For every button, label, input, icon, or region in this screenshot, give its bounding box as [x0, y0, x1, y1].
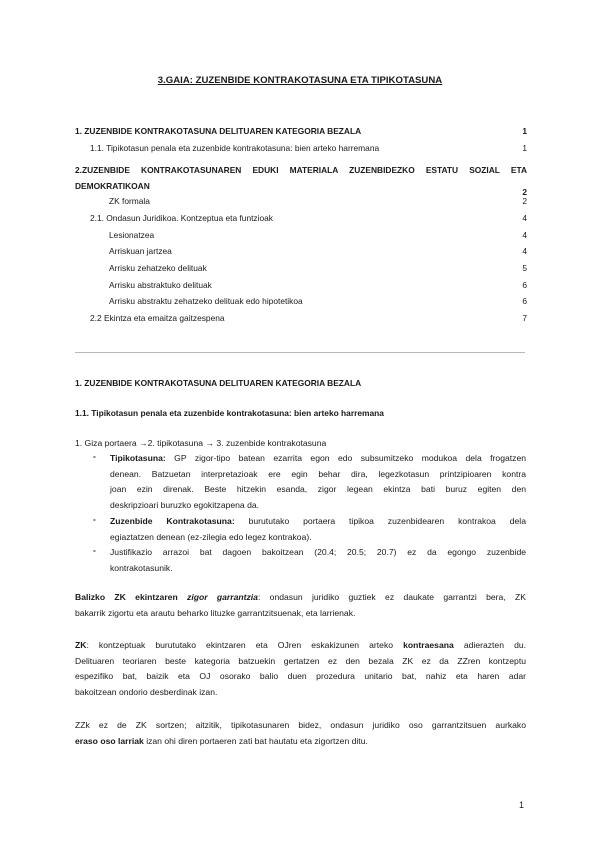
bullet-text: denean. Batzuetan interpretazioak ere egin behar dira, legezkotasun printzipioaren kontra [110, 468, 526, 479]
toc-entry-text: Arrisku zehatzeko delituak [109, 263, 207, 273]
bullet-text: Justifikazio arrazoi bat dagoen bakoitzean (20.4; 20.5; 20.7) ez da egongo zuzenbide [110, 547, 526, 557]
paragraph-text: : kontzeptuak burututako ekintzaren eta OJren eskakizunen arteko [86, 640, 394, 650]
bullet-dash: - [93, 451, 96, 461]
paragraph-zz [75, 718, 526, 749]
bullet-zuzenbide-kontrakotasuna [110, 514, 526, 545]
page-number: 1 [518, 800, 524, 810]
toc-entry-text: Arriskuan jartzea [109, 246, 172, 256]
bullet-dash: - [93, 514, 96, 524]
bullet-text: burututako portaera tipikoa zuzenbidearen kontrakoa dela [248, 516, 526, 526]
paragraph-emphasis: eraso oso larriak [75, 735, 144, 746]
paragraph-lead: ZK [75, 640, 87, 650]
toc-page-number: 1 [522, 143, 527, 153]
toc-entry-text: DEMOKRATIKOAN [75, 181, 150, 191]
bullet-term: Tipikotasuna: [110, 453, 166, 463]
paragraph-text: : ondasun juridiko guztiek ez daukate garrantzi bera, ZK [257, 592, 526, 602]
toc-page-number: 6 [522, 296, 527, 306]
section-heading: 1. ZUZENBIDE KONTRAKOTASUNA DELITUAREN KATEGORIA BEZALA [75, 378, 362, 388]
paragraph-text: Delituaren teoriaren beste kategoria batzuekin gertatzen ez den bezala ZK ez da ZZren kontzeptu [75, 655, 526, 666]
bullet-dash: - [93, 545, 96, 555]
bullet-text: GP zigor-tipo batean ezarrita egon edo subsumitzeko modukoa dela frogatzen [174, 453, 526, 463]
paragraph-zk [75, 638, 526, 700]
paragraph-lead-italic: zigor garrantzia [187, 592, 258, 602]
toc-page-number: 6 [522, 280, 527, 290]
toc-entry-text: Arrisku abstraktu zehatzeko delituak edo hipotetikoa [109, 296, 303, 306]
document-title: 3.GAIA: ZUZENBIDE KONTRAKOTASUNA ETA TIPIKOTASUNA [157, 75, 443, 86]
toc-page-number: 7 [522, 313, 527, 323]
toc-page-number: 5 [522, 263, 527, 273]
paragraph-lead: Balizko ZK ekintzaren [75, 592, 178, 602]
toc-entry-text: 1.1. Tipikotasun penala eta zuzenbide kontrakotasuna: bien arteko harremana [90, 143, 380, 153]
sequence-line: 1. Giza portaera →2. tipikotasuna → 3. zuzenbide kontrakotasuna [75, 438, 327, 448]
toc-entry-text: ZK formala [109, 196, 150, 206]
section-divider [75, 352, 525, 353]
bullet-tipikotasuna [110, 451, 526, 513]
paragraph-text: espezifiko bat, baizik eta OJ osorako balio duen prozedura unitario bat, nahiz eta haren adar [75, 671, 526, 682]
paragraph-text: ZZk ez de ZK sortzen; aitzitik, tipikotasunaren bidez, ondasun juridiko oso garrantzitsuen aurkako [75, 720, 526, 730]
toc-page-number: 1 [522, 126, 527, 136]
paragraph-zigor-garrantzia [75, 590, 526, 621]
subsection-heading: 1.1. Tipikotasun penala eta zuzenbide kontrakotasuna: bien arteko harremana [75, 408, 384, 418]
paragraph-text: izan ohi diren portaeren zati bat hautatu eta zigortzen ditu. [146, 735, 368, 746]
toc-page-number: 4 [522, 246, 527, 256]
bullet-text: joan ezin direnak. Beste hitzekin esanda, zigor legean ekintza bati buruz egiten den [110, 484, 526, 495]
toc-page-number: 4 [522, 230, 527, 240]
toc-page-number: 4 [522, 213, 527, 223]
paragraph-text: bakoitzean ondorio desberdinak izan. [75, 686, 218, 697]
toc-page-number: 2 [522, 196, 527, 206]
bullet-text: kontrakotasunik. [110, 562, 173, 573]
toc-page-number: 2 [522, 187, 527, 197]
toc-entry-text: Lesionatzea [109, 230, 155, 240]
bullet-text: egiaztatzen denean (ez-zilegia edo legez kontrakoa). [110, 531, 312, 542]
bullet-term: Zuzenbide Kontrakotasuna: [110, 516, 235, 526]
toc-entry-text: 2.2 Ekintza eta emaitza gaitzespena [90, 313, 225, 323]
bullet-text: deskripzioari buruzko egokitzapena da. [110, 499, 260, 510]
toc-entry-text: Arrisku abstraktuko delituak [109, 280, 212, 290]
bullet-justifikazio [110, 545, 526, 576]
toc-entry-text: 1. ZUZENBIDE KONTRAKOTASUNA DELITUAREN KATEGORIA BEZALA [75, 126, 362, 136]
paragraph-emphasis: kontraesana [403, 640, 454, 650]
paragraph-text: bakarrik zigortu eta arautu beharko lituzke garrantzitsuenak, eta larrienak. [75, 607, 356, 618]
paragraph-text: adierazten du. [463, 640, 527, 650]
toc-entry-text: 2.1. Ondasun Juridikoa. Kontzeptua eta funtzioak [90, 213, 273, 223]
toc-entry-text: 2.ZUZENBIDE KONTRAKOTASUNAREN EDUKI MATERIALA ZUZENBIDEZKO ESTATU SOZIAL ETA [75, 165, 527, 175]
